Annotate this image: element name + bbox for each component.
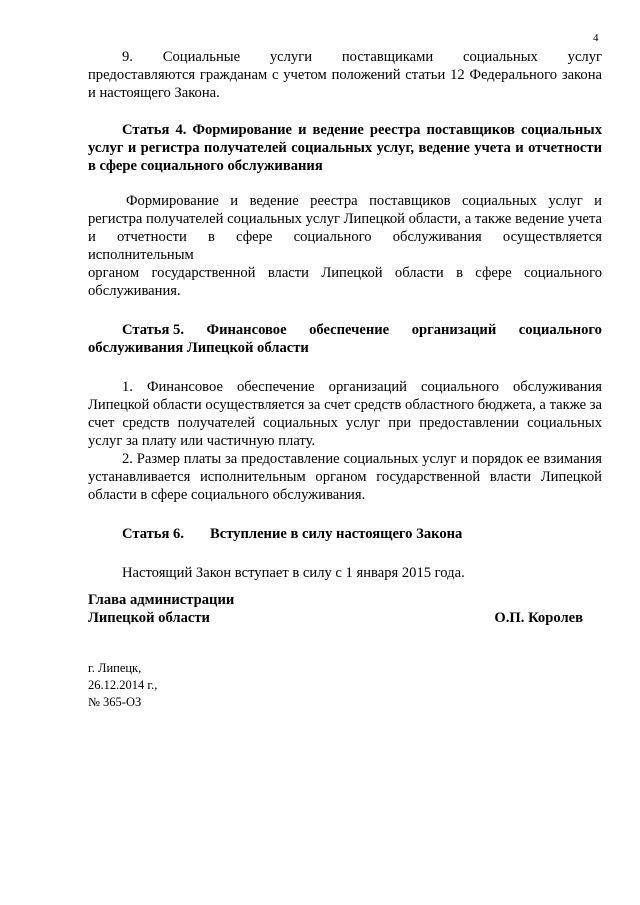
word: 9. [122,49,133,65]
article-6-heading [88,525,602,543]
signature-row [88,609,583,627]
article-4-heading: Статья 4. Формирование и ведение реестра поставщиков социальных услуг и регистра получателей социальных услуг, ведение учета и отчетности в сфере социального обслуживания [88,122,602,174]
word: Социальные [162,49,241,65]
signature-position-line1: Глава администрации [88,592,235,608]
page-number: 4 [593,32,599,44]
article-6-text: Настоящий Закон вступает в силу с 1 января 2015 года. [122,565,465,581]
signature-block [88,591,583,627]
word: обеспечение [309,322,390,338]
footer-city: г. Липецк, [88,661,142,675]
word: Финансовое [206,322,287,338]
signature-position-line2: Липецкой области [88,610,210,626]
paragraph-9-first-line [88,48,602,66]
word: поставщиками [341,49,434,65]
article-6-heading-num: Статья 6. [122,526,184,542]
article-6-heading-title: Вступление в силу настоящего Закона [210,526,463,542]
article-5-heading-line2: обслуживания Липецкой области [88,340,309,356]
word: услуги [269,49,313,65]
article-5-heading-num: Статья 5. [122,322,184,338]
footer-date: 26.12.2014 г., [88,678,158,692]
article-5-item-1: 1. Финансовое обеспечение организаций социального обслуживания Липецкой области осуществляется за счет средств областного бюджета, а также за счет средств получателей социальных услуг при предоставлении социальных услуг за плату или частичную плату. [88,379,602,449]
footer-law-number: № 365-ОЗ [88,695,142,709]
article-5-heading-line1 [88,321,602,339]
document-body [88,48,602,582]
word: социального [518,322,602,338]
word: услуг [567,49,602,65]
article-4-text-2: органом государственной власти Липецкой области в сфере социального обслуживания. [88,265,602,299]
signatory-name: О.П. Королев [494,610,583,626]
word: организаций [411,322,497,338]
article-5-item-2: 2. Размер платы за предоставление социальных услуг и порядок ее взимания устанавливается исполнительным органом государственной власти Липецкой области в сфере социального обслуживания. [88,451,602,503]
word: социальных [462,49,538,65]
paragraph-9-text: предоставляются гражданам с учетом положений статьи 12 Федерального закона и настоящего Закона. [88,67,602,101]
document-footer [88,660,157,711]
article-4-text-1: Формирование и ведение реестра поставщиков социальных услуг и регистра получателей социальных услуг Липецкой области, а также ведение учета и отчетности в сфере социального обслуживания осуществляется исполнительным [88,193,602,263]
